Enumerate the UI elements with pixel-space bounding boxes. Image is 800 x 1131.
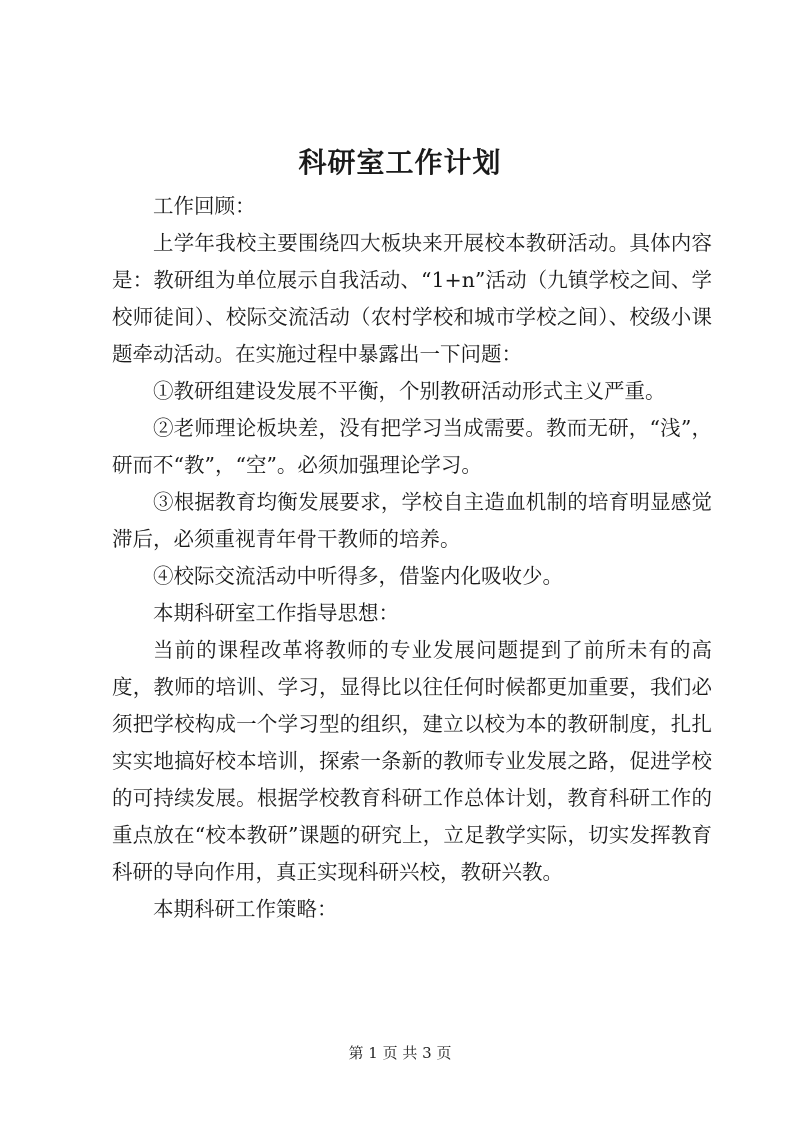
document-body — [112, 188, 712, 928]
page-footer: 第 1 页 共 3 页 — [348, 1044, 452, 1062]
paragraph-issue-1: ①教研组建设发展不平衡，个别教研活动形式主义严重。 — [153, 379, 666, 403]
paragraph-issue-3: ③根据教育均衡发展要求，学校自主造血机制的培育明显感觉滞后，必须重视青年骨干教师的培养。 — [112, 490, 712, 551]
paragraph-issue-2: ②老师理论板块差，没有把学习当成需要。教而无研，“浅”，研而不“教”，“空”。必须加强理论学习。 — [112, 416, 712, 477]
paragraph-review-heading: 工作回顾： — [153, 194, 256, 218]
paragraph-guiding-content: 当前的课程改革将教师的专业发展问题提到了前所未有的高度，教师的培训、学习，显得比以往任何时候都更加重要，我们必须把学校构成一个学习型的组织，建立以校为本的教研制度，扎扎实实地搞好校本培训，探索一条新的教师专业发展之路，促进学校的可持续发展。根据学校教育科研工作总体计划，教育科研工作的重点放在“校本教研”课题的研究上，立足教学实际，切实发挥教育科研的导向作用，真正实现科研兴校，教研兴教。 — [112, 638, 712, 884]
document-title: 科研室工作计划 — [298, 146, 502, 179]
paragraph-guiding-heading: 本期科研室工作指导思想： — [153, 601, 399, 625]
paragraph-issue-4: ④校际交流活动中听得多，借鉴内化吸收少。 — [153, 564, 563, 588]
paragraph-review-content: 上学年我校主要围绕四大板块来开展校本教研活动。具体内容是：教研组为单位展示自我活动、“1+n”活动（九镇学校之间、学校师徒间）、校际交流活动（农村学校和城市学校之间）、校级小课题牵动活动。在实施过程中暴露出一下问题： — [112, 231, 712, 366]
paragraph-strategy-heading: 本期科研工作策略： — [153, 897, 338, 921]
